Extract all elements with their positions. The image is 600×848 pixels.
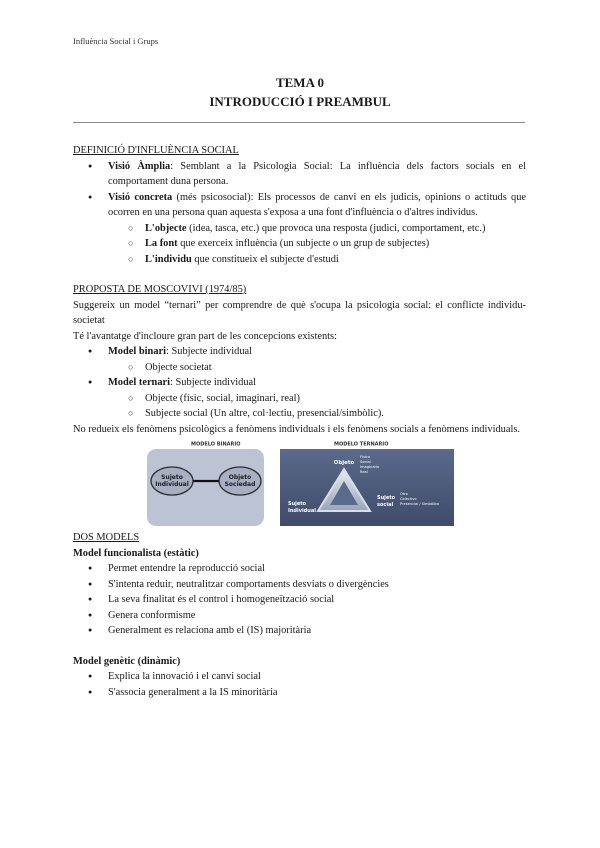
list-item — [73, 159, 526, 190]
objeto-item: Social — [360, 460, 371, 464]
sub-list-item — [73, 252, 526, 268]
paragraph: Suggereix un model “ternari” per comprendre de què s'ocupa la psicologia social: el conflicte individu-societat — [73, 299, 526, 326]
ternary-sujeto-soc-line1: Sujeto — [377, 495, 396, 501]
term: Model binari — [108, 346, 167, 357]
spacer — [73, 267, 526, 282]
list-item: ● Permet entendre la reproducció social — [73, 561, 526, 577]
term: La font — [145, 238, 178, 249]
page-title: TEMA 0 — [275, 75, 325, 90]
list-item: ● La seva finalitat és el control i homogeneïtzació social — [73, 592, 526, 608]
section-heading-moscovici: PROPOSTA DE MOSCOVIVI (1974/85) — [73, 284, 247, 295]
ternary-sujeto-soc-line2: social — [377, 502, 394, 508]
model-diagrams — [73, 439, 526, 530]
sub-list-item — [73, 221, 526, 237]
item-text: (més psicosocial): Els processos de canvi en els judicis, opinions o actituds que ocorren en una persona quan aquesta s'exposa a una font d'influència o d'altres individus. — [108, 191, 526, 218]
sujeto-social-item: Presencial / Simbólico — [400, 502, 440, 506]
page-subtitle: INTRODUCCIÓ I PREAMBUL — [209, 94, 391, 109]
sub-list-item: ○ Objecte societat — [73, 360, 526, 376]
paragraph: No redueix els fenòmens psicològics a fenòmens individuals i els fenòmens socials a fenòmens individuals. — [73, 423, 520, 435]
sujeto-social-item: Colectivo — [400, 497, 417, 501]
list-item — [73, 375, 526, 391]
binary-diagram-title: MODELO BINARIO — [191, 441, 241, 448]
item-text: (idea, tasca, etc.) que provoca una resposta (judici, comportament, etc.) — [186, 222, 486, 234]
ternary-diagram-title: MODELO TERNARIO — [334, 441, 389, 448]
sub-list-item: ○ Objecte (físic, social, imaginari, real) — [73, 391, 526, 407]
paragraph: Té l'avantatge d'incloure gran part de les concepcions existents: — [73, 330, 337, 342]
genetic-list — [73, 669, 526, 700]
list-item — [73, 344, 526, 360]
running-header: Influència Social i Grups — [73, 36, 159, 46]
ternary-sujeto-ind-line2: Individual — [288, 508, 316, 514]
term: L'objecte — [145, 222, 187, 234]
binary-model-diagram — [147, 439, 264, 526]
term: Visió concreta — [108, 191, 173, 203]
functionalist-list — [73, 561, 526, 639]
definition-list — [73, 159, 526, 268]
ternary-sujeto-ind-line1: Sujeto — [288, 501, 307, 507]
section-heading-two-models: DOS MODELS — [73, 532, 140, 543]
binary-right-line2: Sociedad — [224, 481, 256, 488]
objeto-item: Imaginario — [360, 465, 380, 469]
list-item: ● S'intenta reduir, neutralitzar comportaments desviats o divergències — [73, 577, 526, 593]
list-item: ● Generalment es relaciona amb el (IS) majoritària — [73, 623, 526, 639]
sub-list-item: ○ Subjecte social (Un altre, col·lectiu, presencial/simbòlic). — [73, 406, 526, 422]
objeto-item: Real — [360, 470, 368, 474]
objeto-item: Físico — [360, 455, 371, 459]
ternary-model-diagram — [280, 439, 454, 526]
term: L'individu — [145, 253, 192, 265]
binary-right-line1: Objeto — [228, 474, 252, 481]
item-text: : Subjecte individual — [166, 346, 253, 357]
models-list — [73, 344, 526, 422]
binary-left-line1: Sujeto — [161, 474, 183, 481]
list-item: ● Genera conformisme — [73, 608, 526, 624]
sub-list-item — [73, 236, 526, 252]
model-functionalist-title: Model funcionalista (estàtic) — [73, 547, 199, 559]
spacer — [73, 639, 526, 654]
list-item: ● Explica la innovació i el canvi social — [73, 669, 526, 685]
item-text: : Subjecte individual — [170, 377, 257, 388]
item-text: que constitueix el subjecte d'estudi — [191, 253, 339, 265]
title-divider — [73, 122, 525, 123]
section-heading-definition: DEFINICIÓ D'INFLUÈNCIA SOCIAL — [73, 145, 239, 156]
document-body — [73, 143, 526, 700]
sujeto-social-item: Otro — [400, 492, 408, 496]
list-item: ● S'associa generalment a la IS minoritària — [73, 685, 526, 701]
list-item — [73, 190, 526, 221]
term: Model ternari — [108, 377, 171, 388]
ternary-objeto-label: Objeto — [333, 460, 355, 466]
item-text: que exerceix influència (un subjecte o un grup de subjectes) — [177, 238, 430, 249]
model-genetic-title: Model genètic (dinàmic) — [73, 655, 181, 667]
binary-left-line2: Individual — [155, 481, 189, 488]
term: Visió Àmplia — [108, 160, 171, 172]
item-text: : Semblant a la Psicologia Social: La influència dels factors socials en el comportament duna persona. — [108, 160, 526, 187]
